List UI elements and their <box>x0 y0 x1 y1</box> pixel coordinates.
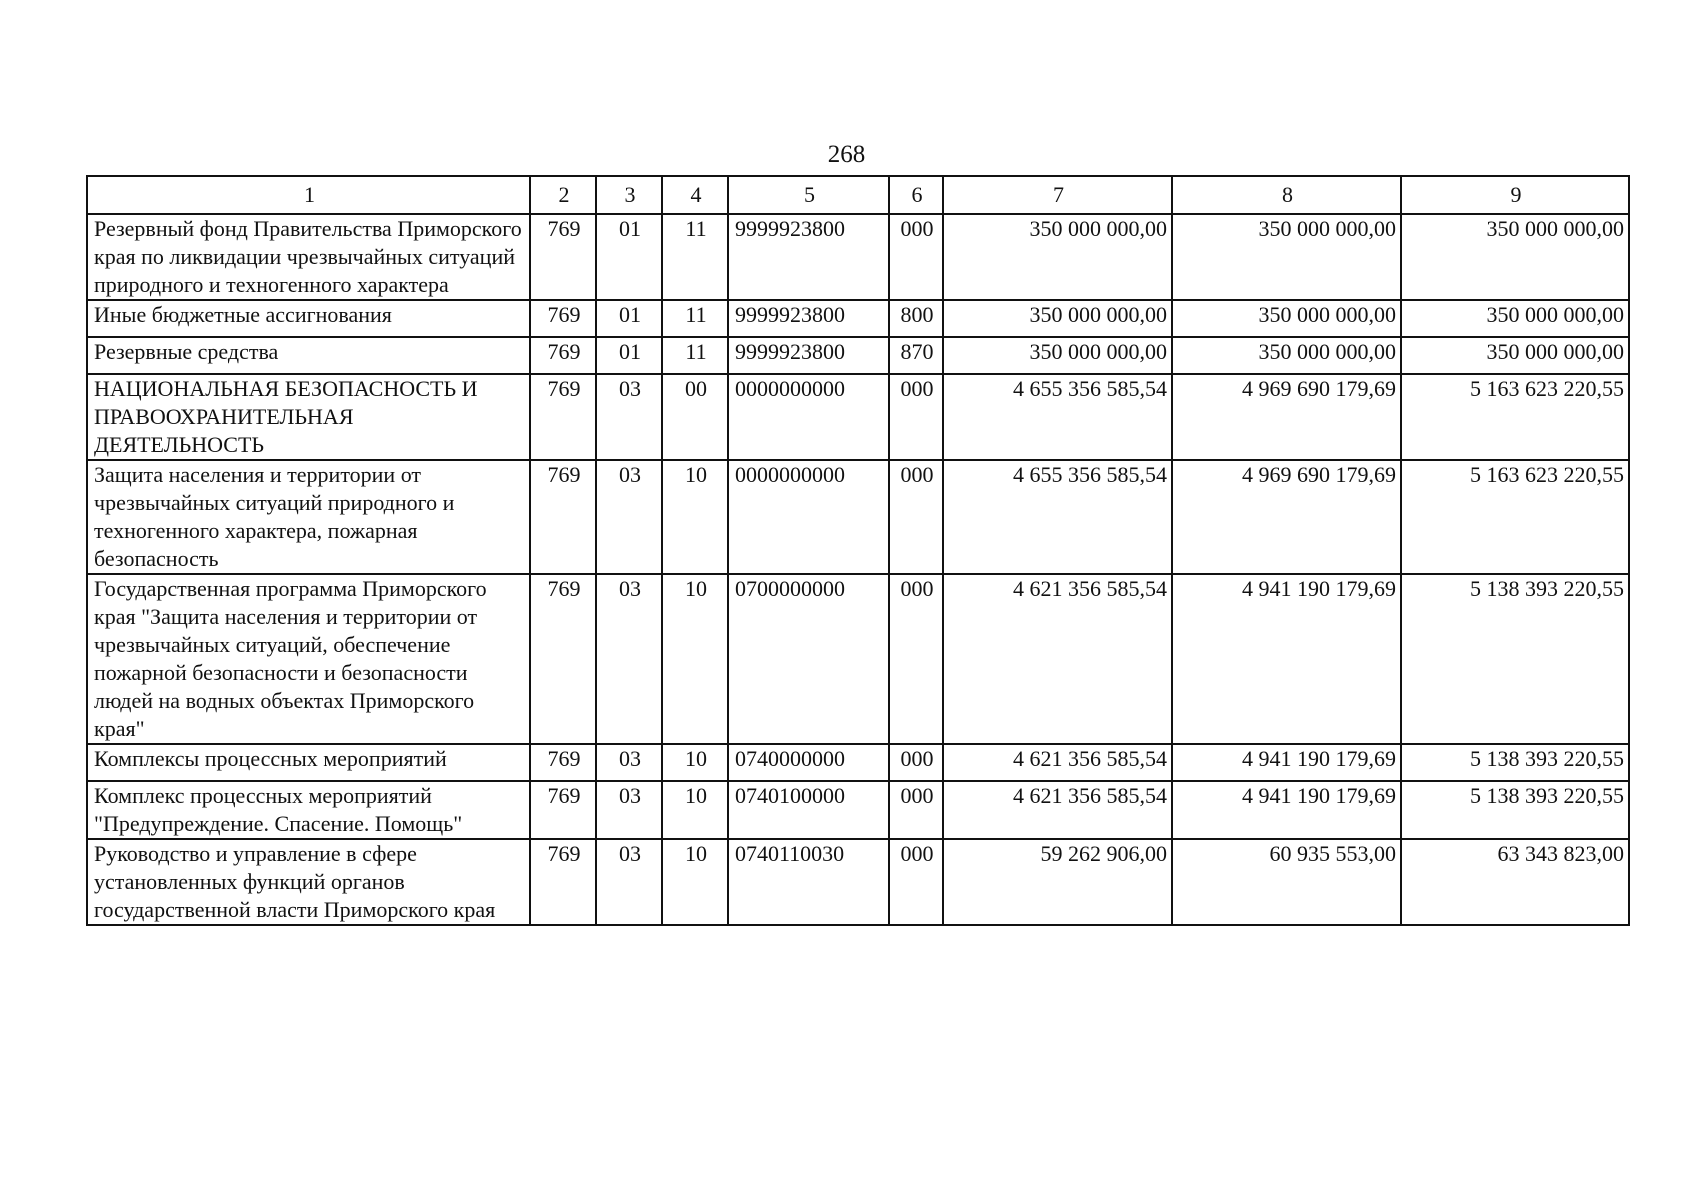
code-cell: 10 <box>662 839 728 925</box>
code-cell: 10 <box>662 744 728 781</box>
amount-cell: 5 163 623 220,55 <box>1401 374 1629 460</box>
code-cell: 03 <box>596 374 662 460</box>
row-name-cell: Государственная программа Приморского края "Защита населения и территории от чрезвычайных ситуаций, обеспечение пожарной безопасности и безопасности людей на водных объектах Приморского края" <box>87 574 530 744</box>
amount-cell: 4 941 190 179,69 <box>1172 574 1401 744</box>
code-cell: 00 <box>662 374 728 460</box>
amount-cell: 4 621 356 585,54 <box>943 744 1172 781</box>
table-row <box>87 744 1629 781</box>
code-cell: 03 <box>596 574 662 744</box>
code-cell: 769 <box>530 300 596 337</box>
table-row <box>87 839 1629 925</box>
amount-cell: 4 969 690 179,69 <box>1172 460 1401 574</box>
column-header: 2 <box>530 176 596 214</box>
amount-cell: 5 138 393 220,55 <box>1401 744 1629 781</box>
amount-cell: 350 000 000,00 <box>1401 214 1629 300</box>
code-cell: 03 <box>596 781 662 839</box>
table-row <box>87 300 1629 337</box>
amount-cell: 4 941 190 179,69 <box>1172 744 1401 781</box>
row-name-cell: Комплексы процессных мероприятий <box>87 744 530 781</box>
row-name-cell: Руководство и управление в сфере установленных функций органов государственной власти Приморского края <box>87 839 530 925</box>
code-cell: 000 <box>889 574 943 744</box>
code-cell: 769 <box>530 374 596 460</box>
code-cell: 10 <box>662 781 728 839</box>
budget-table <box>86 175 1630 926</box>
code-cell: 9999923800 <box>728 214 889 300</box>
code-cell: 769 <box>530 337 596 374</box>
row-name-cell: НАЦИОНАЛЬНАЯ БЕЗОПАСНОСТЬ И ПРАВООХРАНИТЕЛЬНАЯ ДЕЯТЕЛЬНОСТЬ <box>87 374 530 460</box>
code-cell: 01 <box>596 337 662 374</box>
code-cell: 0740000000 <box>728 744 889 781</box>
table-row <box>87 574 1629 744</box>
code-cell: 000 <box>889 374 943 460</box>
table-row <box>87 374 1629 460</box>
code-cell: 11 <box>662 337 728 374</box>
amount-cell: 5 163 623 220,55 <box>1401 460 1629 574</box>
amount-cell: 350 000 000,00 <box>1401 300 1629 337</box>
code-cell: 0740110030 <box>728 839 889 925</box>
code-cell: 000 <box>889 781 943 839</box>
column-header: 9 <box>1401 176 1629 214</box>
amount-cell: 60 935 553,00 <box>1172 839 1401 925</box>
code-cell: 11 <box>662 300 728 337</box>
amount-cell: 350 000 000,00 <box>1401 337 1629 374</box>
amount-cell: 350 000 000,00 <box>1172 214 1401 300</box>
code-cell: 03 <box>596 744 662 781</box>
row-name-cell: Резервные средства <box>87 337 530 374</box>
code-cell: 0000000000 <box>728 374 889 460</box>
amount-cell: 4 621 356 585,54 <box>943 781 1172 839</box>
code-cell: 769 <box>530 744 596 781</box>
amount-cell: 350 000 000,00 <box>943 214 1172 300</box>
code-cell: 11 <box>662 214 728 300</box>
amount-cell: 350 000 000,00 <box>943 300 1172 337</box>
amount-cell: 63 343 823,00 <box>1401 839 1629 925</box>
code-cell: 000 <box>889 839 943 925</box>
table-row <box>87 214 1629 300</box>
table-row <box>87 460 1629 574</box>
header-row <box>87 176 1629 214</box>
amount-cell: 5 138 393 220,55 <box>1401 781 1629 839</box>
amount-cell: 350 000 000,00 <box>1172 300 1401 337</box>
code-cell: 000 <box>889 744 943 781</box>
amount-cell: 59 262 906,00 <box>943 839 1172 925</box>
code-cell: 03 <box>596 839 662 925</box>
amount-cell: 4 969 690 179,69 <box>1172 374 1401 460</box>
code-cell: 01 <box>596 214 662 300</box>
column-header: 5 <box>728 176 889 214</box>
table-row <box>87 781 1629 839</box>
row-name-cell: Иные бюджетные ассигнования <box>87 300 530 337</box>
amount-cell: 4 621 356 585,54 <box>943 574 1172 744</box>
code-cell: 769 <box>530 460 596 574</box>
page-number: 268 <box>827 141 866 168</box>
code-cell: 0700000000 <box>728 574 889 744</box>
code-cell: 9999923800 <box>728 300 889 337</box>
code-cell: 10 <box>662 460 728 574</box>
code-cell: 10 <box>662 574 728 744</box>
column-header: 7 <box>943 176 1172 214</box>
code-cell: 769 <box>530 839 596 925</box>
code-cell: 03 <box>596 460 662 574</box>
code-cell: 0000000000 <box>728 460 889 574</box>
amount-cell: 5 138 393 220,55 <box>1401 574 1629 744</box>
code-cell: 769 <box>530 574 596 744</box>
code-cell: 01 <box>596 300 662 337</box>
amount-cell: 4 941 190 179,69 <box>1172 781 1401 839</box>
code-cell: 000 <box>889 460 943 574</box>
row-name-cell: Комплекс процессных мероприятий "Предупреждение. Спасение. Помощь" <box>87 781 530 839</box>
amount-cell: 4 655 356 585,54 <box>943 374 1172 460</box>
amount-cell: 350 000 000,00 <box>943 337 1172 374</box>
code-cell: 800 <box>889 300 943 337</box>
table-row <box>87 337 1629 374</box>
code-cell: 769 <box>530 214 596 300</box>
column-header: 8 <box>1172 176 1401 214</box>
row-name-cell: Резервный фонд Правительства Приморского края по ликвидации чрезвычайных ситуаций природного и техногенного характера <box>87 214 530 300</box>
column-header: 4 <box>662 176 728 214</box>
code-cell: 000 <box>889 214 943 300</box>
code-cell: 870 <box>889 337 943 374</box>
code-cell: 9999923800 <box>728 337 889 374</box>
code-cell: 0740100000 <box>728 781 889 839</box>
column-header: 6 <box>889 176 943 214</box>
column-header: 3 <box>596 176 662 214</box>
column-header: 1 <box>87 176 530 214</box>
amount-cell: 350 000 000,00 <box>1172 337 1401 374</box>
amount-cell: 4 655 356 585,54 <box>943 460 1172 574</box>
row-name-cell: Защита населения и территории от чрезвычайных ситуаций природного и техногенного характера, пожарная безопасность <box>87 460 530 574</box>
code-cell: 769 <box>530 781 596 839</box>
